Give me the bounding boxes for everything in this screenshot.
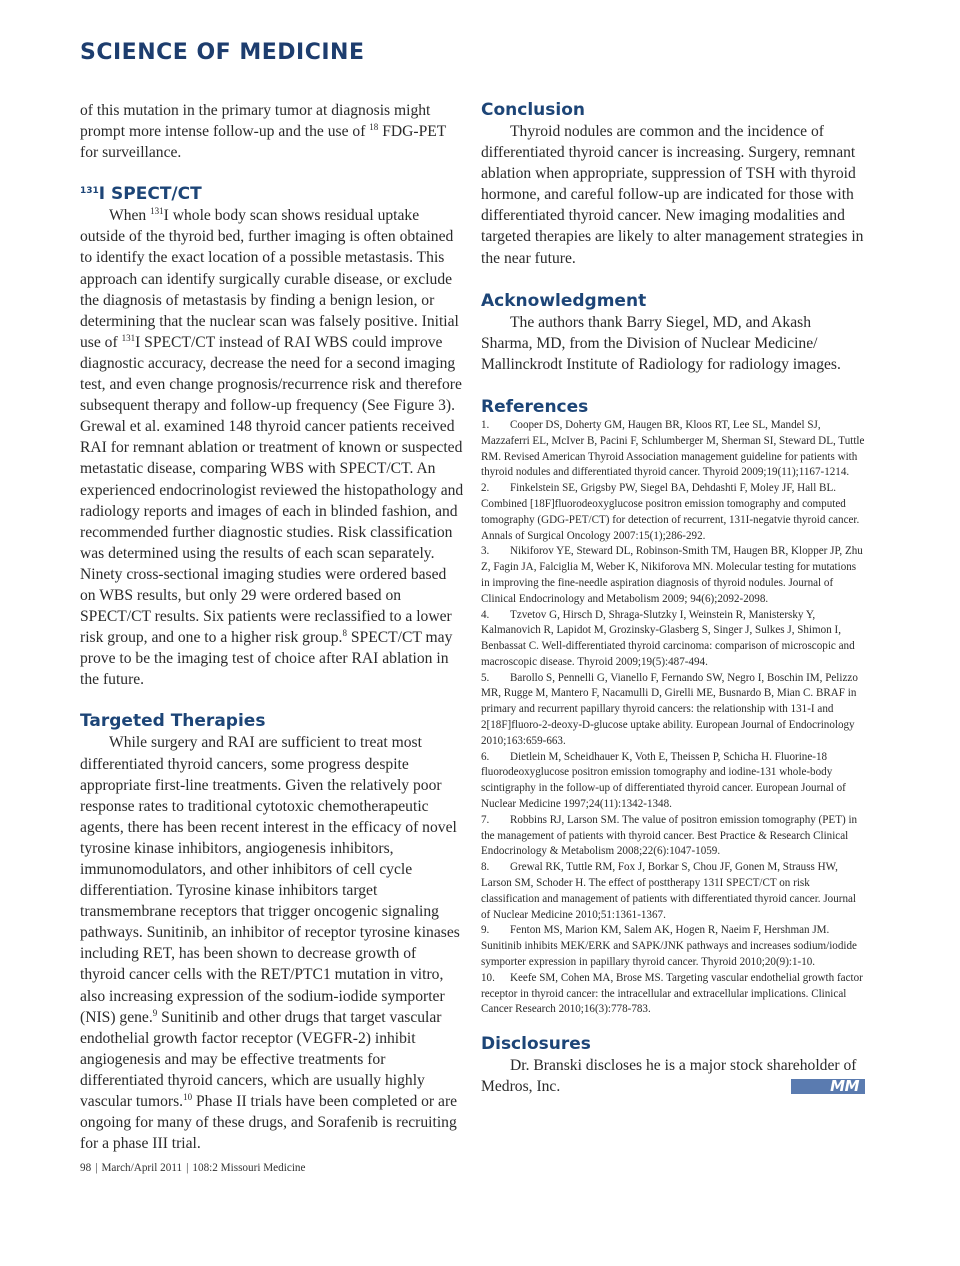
page-number: 98 — [80, 1162, 92, 1174]
reference-item — [481, 923, 865, 970]
reference-text: Robbins RJ, Larson SM. The value of positron emission tomography (PET) in the management of patients with thyroid cancer. Best Practice & Research Clinical Endocrinology & Metabolism 2008;22(6):1047-1059. — [481, 813, 858, 858]
reference-item — [481, 813, 865, 860]
disclosures-paragraph: Dr. Branski discloses he is a major stock shareholder of Medros, Inc. MM — [481, 1055, 865, 1097]
reference-text: Keefe SM, Cohen MA, Brose MS. Targeting vascular endothelial growth factor receptor in thyroid cancer: the intracellular and extracellular implications. Clinical Cancer Research 2010;16(3):778-783. — [481, 971, 863, 1016]
acknowledgment-heading: Acknowledgment — [481, 290, 647, 311]
acknowledgment-paragraph: The authors thank Barry Siegel, MD, and Akash Sharma, MD, from the Division of Nuclear Medicine/ Mallinckrodt Institute of Radiology for radiology images. — [481, 313, 841, 373]
intro-paragraph: of this mutation in the primary tumor at diagnosis might prompt more intense follow-up and the use of $^{18}$ FDG-PET for surveillance. — [80, 102, 447, 162]
reference-item — [481, 971, 865, 1018]
reference-item — [481, 671, 865, 750]
reference-number: 5. — [481, 671, 490, 684]
reference-item — [481, 750, 865, 813]
spect-ct-paragraph: When $^{131}$I whole body scan shows residual uptake outside of the thyroid bed, further imaging is often obtained to identify the exact location of a possible metastasis. This approach can identify surgically curable disease, or exclude the diagnosis of metastasis by finding a benign lesion, or determining that the nuclear scan was falsely positive. Initial use of $^{131}$I SPECT/CT instead of RAI WBS could improve diagnostic accuracy, decrease the need for a second imaging test, and even change prognosis/recurrence risk and therefore subsequent therapy and follow-up frequency (See Figure 3). Grewal et al. examined 148 thyroid cancer patients received RAI for remnant ablation or treatment of known or suspected metastatic disease, comparing WBS with SPECT/CT. An experienced endocrinologist reviewed the histopathology and radiology reports and images of each in blinded fashion, and recommended further diagnostic studies. Risk classification was determined using the results of each scan separately. Ninety cross-sectional imaging studies were ordered based on WBS results, but only 29 were ordered based on SPECT/CT results. Six patients were reclassified to a lower risk group, and one to a higher risk group.$^8$ SPECT/CT may prove to be the imaging test of choice after RAI ablation in the future. — [80, 206, 464, 689]
reference-item — [481, 418, 865, 481]
conclusion-paragraph: Thyroid nodules are common and the incidence of differentiated thyroid cancer is increasing. Surgery, remnant ablation when appropriate, suppression of TSH with thyroid hormone, and careful follow-up are indicated for those with differentiated thyroid cancer. New imaging modalities and targeted therapies are likely to alter management strategies in the near future. — [481, 123, 864, 267]
reference-number: 3. — [481, 545, 490, 558]
targeted-therapies-paragraph: While surgery and RAI are sufficient to treat most differentiated thyroid cancers, some progress despite appropriate first-line treatments. Given the relatively poor response rates to traditional cytotoxic chemotherapeutic agents, there has been recent interest in the efficacy of novel tyrosine kinase inhibitors, angiogenesis inhibitors, immunomodulators, and other inhibitors of cell cycle differentiation. Tyrosine kinase inhibitors target transmembrane receptors that trigger oncogenic signaling pathways. Sunitinib, an inhibitor of receptor tyrosine kinases including RET, has been shown to decrease growth of thyroid cancer cells with the RET/PTC1 mutation in vitro, also increasing expression of the sodium-iodide symporter (NIS) gene.$^9$ Sunitinib and other drugs that target vascular endothelial growth factor receptor (VEGFR-2) inhibit angiogenesis and may be effective treatments for differentiated thyroid cancers, which are usually highly vascular tumors.$^{10}$ Phase II trials have been completed or are ongoing for many of these drugs, and Sorafenib is recruiting for a phase III trial. — [80, 734, 460, 1153]
reference-number: 10. — [481, 971, 495, 984]
reference-number: 4. — [481, 608, 490, 621]
reference-item — [481, 481, 865, 544]
reference-text: Tzvetov G, Hirsch D, Shraga-Slutzky I, Weinstein R, Manistersky Y, Kalmanovich R, Lapidot M, Grozinsky-Glasberg S, Singer J, Sulkes J, Shimon I, Benbassat C. Well-differentiated thyroid carcinoma: comparison of microscopic and macroscopic disease. Thyroid 2009;19(5):487-494. — [481, 608, 855, 668]
references-heading: References — [481, 396, 589, 417]
reference-text: Nikiforov YE, Steward DL, Robinson-Smith TM, Haugen BR, Klopper JP, Zhu Z, Fagin JA, Falciglia M, Weber K, Nikiforova MN. Molecular testing for mutations in improving the fine-needle aspiration diagnosis of thyroid nodules. Journal of Clinical Endocrinology and Metabolism 2009; 94(6);2092-2098. — [481, 545, 863, 605]
reference-text: Fenton MS, Marion KM, Salem AK, Hogen R, Naeim F, Hershman JM. Sunitinib inhibits MEK/ERK and SAPK/JNK pathways and increases sodium/iodide symporter expression in papillary thyroid cancer. Thyroid 2010;20(9):1-10. — [481, 924, 857, 969]
reference-number: 7. — [481, 813, 490, 826]
page-footer: 98 | March/April 2011 | 108:2 Missouri Medicine — [80, 1162, 306, 1174]
section-header: SCIENCE OF MEDICINE — [80, 40, 365, 65]
reference-text: Dietlein M, Scheidhauer K, Voth E, Theissen P, Schicha H. Fluorine-18 fluorodeoxyglucose positron emission tomography and iodine-131 whole-body scintigraphy in the follow-up of differentiated thyroid cancer. European Journal of Nuclear Medicine 1997;24(11):1342-1348. — [481, 750, 846, 811]
reference-list — [481, 418, 865, 1018]
reference-number: 6. — [481, 750, 490, 763]
reference-text: Finkelstein SE, Grigsby PW, Siegel BA, Dehdashti F, Moley JF, Hall BL. Combined [18F]fluorodeoxyglucose positron emission tomography and computed tomography (GDG-PET/CT) for detection of recurrent, 131I-negatvie thyroid cancer. Annals of Surgical Oncology 2007:15(1);286-292. — [481, 482, 860, 542]
reference-item — [481, 608, 865, 671]
reference-text: Grewal RK, Tuttle RM, Fox J, Borkar S, Chou JF, Gonen M, Strauss HW, Larson SM, Schoder H. The effect of posttherapy 131I SPECT/CT on risk classification and management of patients with differentiated thyroid cancer. Journal of Nuclear Medicine 2010;51:1361-1367. — [481, 861, 857, 921]
reference-number: 9. — [481, 924, 490, 937]
targeted-therapies-heading: Targeted Therapies — [80, 711, 266, 732]
conclusion-heading: Conclusion — [481, 100, 585, 120]
reference-item — [481, 860, 865, 923]
right-column — [481, 100, 865, 1097]
reference-item — [481, 544, 865, 607]
spect-ct-heading: $^{131}$I SPECT/CT — [80, 184, 202, 205]
reference-text: Barollo S, Pennelli G, Vianello F, Fernando SW, Negro I, Boschin IM, Pelizzo MR, Rugge M, Mantero F, Nacamulli D, Girelli ME, Busnardo B, Mian C. BRAF in primary and recurrent papillary thyroid cancers: the relationship with 131-I and 2[18F]fluoro-2-deoxy-D-glucose uptake ability. European Journal of Endocrinology 2010;163:659-663. — [481, 671, 858, 747]
left-column — [80, 100, 464, 1154]
reference-text: Cooper DS, Doherty GM, Haugen BR, Kloos RT, Lee SL, Mandel SJ, Mazzaferri EL, McIver B, Pacini F, Schlumberger M, Sherman SI, Steward DL, Tuttle RM. Revised American Thyroid Association management guideline for patients with thyroid nodules and differentiated thyroid cancer. Thyroid 2009;19(11);1167-1214. — [481, 418, 865, 479]
reference-number: 2. — [481, 482, 490, 495]
reference-number: 8. — [481, 861, 490, 874]
mm-logo: MM — [791, 1079, 865, 1094]
reference-number: 1. — [481, 418, 490, 431]
disclosures-heading: Disclosures — [481, 1034, 591, 1055]
journal-name: 108:2 Missouri Medicine — [192, 1162, 306, 1174]
issue-date: March/April 2011 — [101, 1162, 183, 1174]
